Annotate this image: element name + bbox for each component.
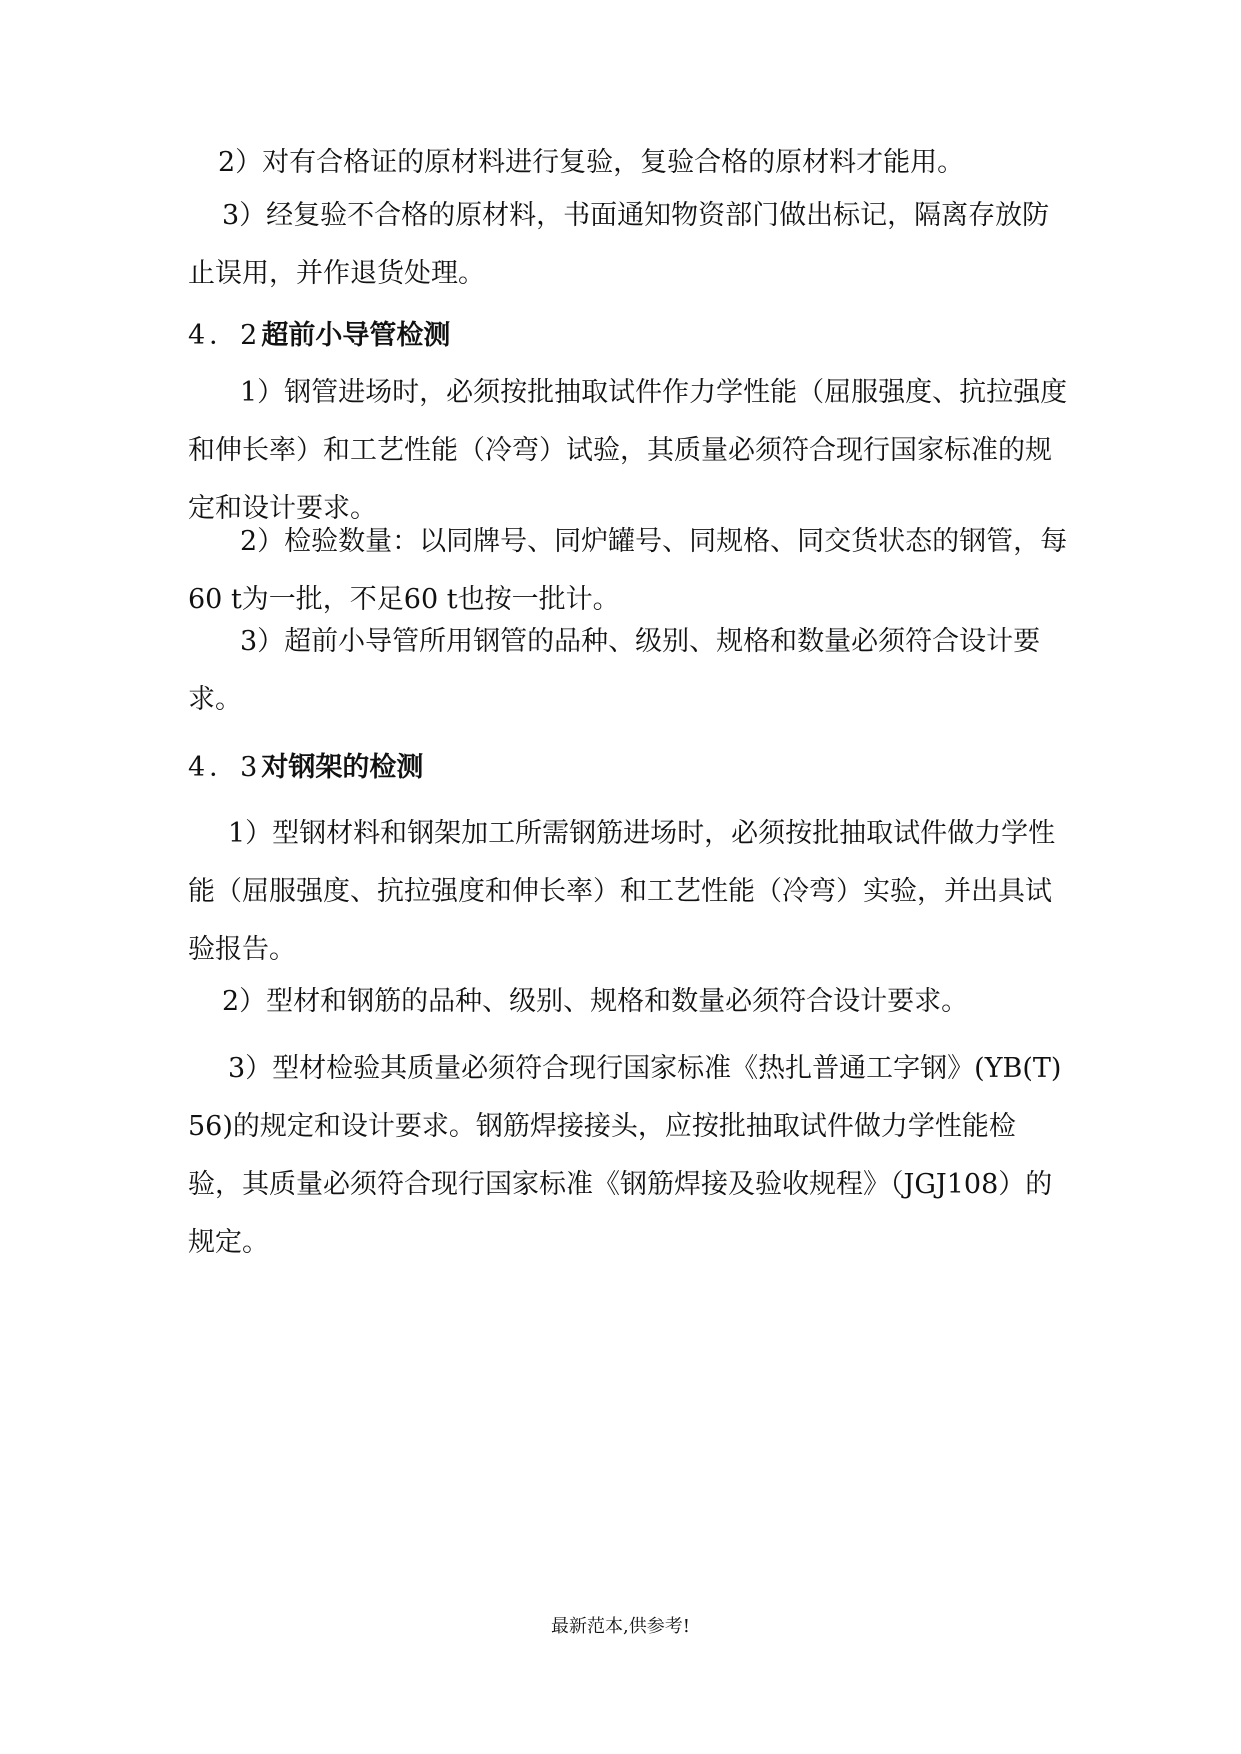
list-item: 3）超前小导管所用钢管的品种、级别、规格和数量必须符合设计要求。 [188,626,1041,715]
section-number: 4．2 [188,320,262,351]
list-item: 1）型钢材料和钢架加工所需钢筋进场时，必须按批抽取试件做力学性能（屈服强度、抗拉强度和伸长率）和工艺性能（冷弯）实验，并出具试验报告。 [188,818,1056,965]
section-title: 超前小导管检测 [261,320,451,351]
list-item: 3）型材检验其质量必须符合现行国家标准《热扎普通工字钢》(YB(T)56)的规定和设计要求。钢筋焊接接头，应按批抽取试件做力学性能检验，其质量必须符合现行国家标准《钢筋焊接及验收规程》（JGJ108）的规定。 [188,1053,1062,1258]
list-item: 2）型材和钢筋的品种、级别、规格和数量必须符合设计要求。 [222,986,969,1017]
section-heading-4-2 [188,316,450,356]
section-title: 对钢架的检测 [261,752,424,783]
footer-note: 最新范本,供参考! [551,1616,690,1637]
list-item: 2）检验数量：以同牌号、同炉罐号、同规格、同交货状态的钢管，每60 t为一批，不足60 t也按一批计。 [188,526,1068,615]
list-item: 1）钢管进场时，必须按批抽取试件作力学性能（屈服强度、抗拉强度和伸长率）和工艺性能（冷弯）试验，其质量必须符合现行国家标准的规定和设计要求。 [188,377,1068,524]
paragraph-recheck-unqualified: 3）经复验不合格的原材料，书面通知物资部门做出标记，隔离存放防止误用，并作退货处理。 [188,200,1050,289]
section-number: 4．3 [188,752,262,783]
paragraph-recheck-qualified: 2）对有合格证的原材料进行复验，复验合格的原材料才能用。 [218,147,965,178]
section-heading-4-3 [188,748,423,788]
